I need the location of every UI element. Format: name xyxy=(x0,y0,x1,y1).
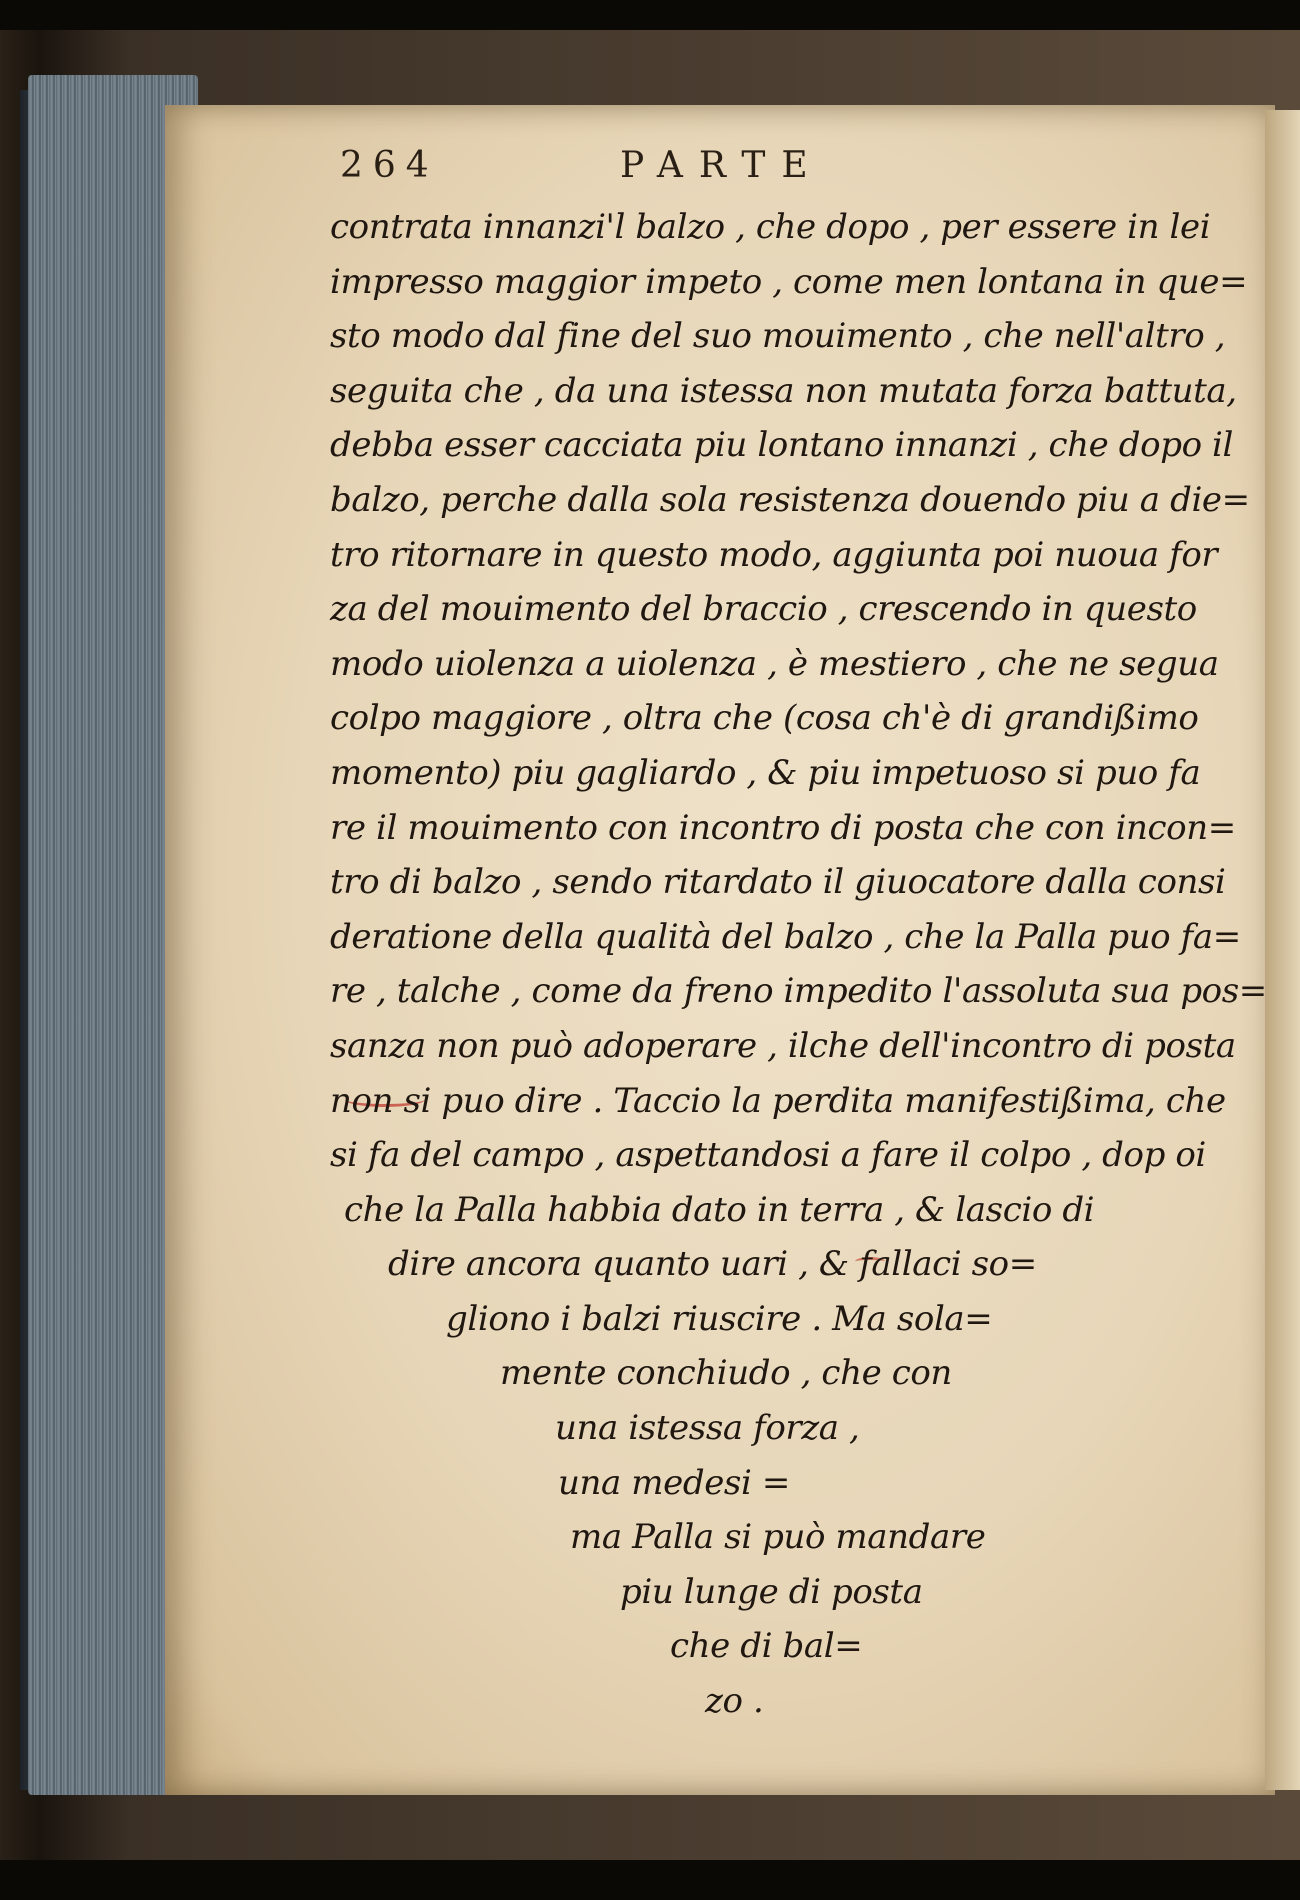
text-line: che la Palla habbia dato in terra , & lascio di xyxy=(344,1189,1095,1230)
text-line: re il mouimento con incontro di posta che con incon= xyxy=(330,807,1236,848)
text-line: sto modo dal fine del suo mouimento , che nell'altro , xyxy=(330,316,1226,357)
text-line: colpo maggiore , oltra che (cosa ch'è di grandißimo xyxy=(330,698,1199,739)
page-number: 264 xyxy=(340,145,439,186)
text-line: piu lunge di posta xyxy=(620,1571,923,1612)
body-text xyxy=(330,200,1267,1729)
text-line: una medesi = xyxy=(558,1462,790,1503)
text-line: zo . xyxy=(705,1681,764,1722)
text-line: impresso maggior impeto , come men lontana in que= xyxy=(330,261,1248,302)
text-line: mente conchiudo , che con xyxy=(500,1353,952,1394)
text-line: gliono i balzi riuscire . Ma sola= xyxy=(446,1298,993,1339)
text-line: debba esser cacciata piu lontano innanzi , che dopo il xyxy=(330,425,1234,466)
page-header xyxy=(340,145,1040,195)
text-line: balzo, perche dalla sola resistenza douendo piu a die= xyxy=(330,479,1250,520)
text-line: tro ritornare in questo modo, aggiunta poi nuoua for xyxy=(330,534,1218,575)
text-line: za del mouimento del braccio , crescendo in questo xyxy=(330,589,1197,630)
text-line: si fa del campo , aspettandosi a fare il colpo , dop oi xyxy=(330,1135,1206,1176)
text-line: contrata innanzi'l balzo , che dopo , per essere in lei xyxy=(330,207,1211,247)
text-line: sanza non può adoperare , ilche dell'incontro di posta xyxy=(330,1025,1236,1066)
text-line: momento) piu gagliardo , & piu impetuoso si puo fa xyxy=(330,752,1201,793)
text-line: che di bal= xyxy=(670,1626,863,1667)
running-head: PARTE xyxy=(620,145,824,186)
text-line: non si puo dire . Taccio la perdita manifestißima, che xyxy=(330,1080,1226,1121)
text-line: tro di balzo , sendo ritardato il giuocatore dalla consi xyxy=(330,862,1226,903)
text-line: modo uiolenza a uiolenza , è mestiero , che ne segua xyxy=(330,643,1219,684)
text-line: ma Palla si può mandare xyxy=(570,1517,986,1558)
text-line: deratione della qualità del balzo , che la Palla puo fa= xyxy=(330,916,1241,957)
text-line: dire ancora quanto uari , & fallaci so= xyxy=(388,1244,1037,1285)
text-line: seguita che , da una istessa non mutata forza battuta, xyxy=(330,370,1237,411)
text-line: re , talche , come da freno impedito l'assoluta sua pos= xyxy=(330,971,1267,1012)
text-line: una istessa forza , xyxy=(555,1408,860,1449)
